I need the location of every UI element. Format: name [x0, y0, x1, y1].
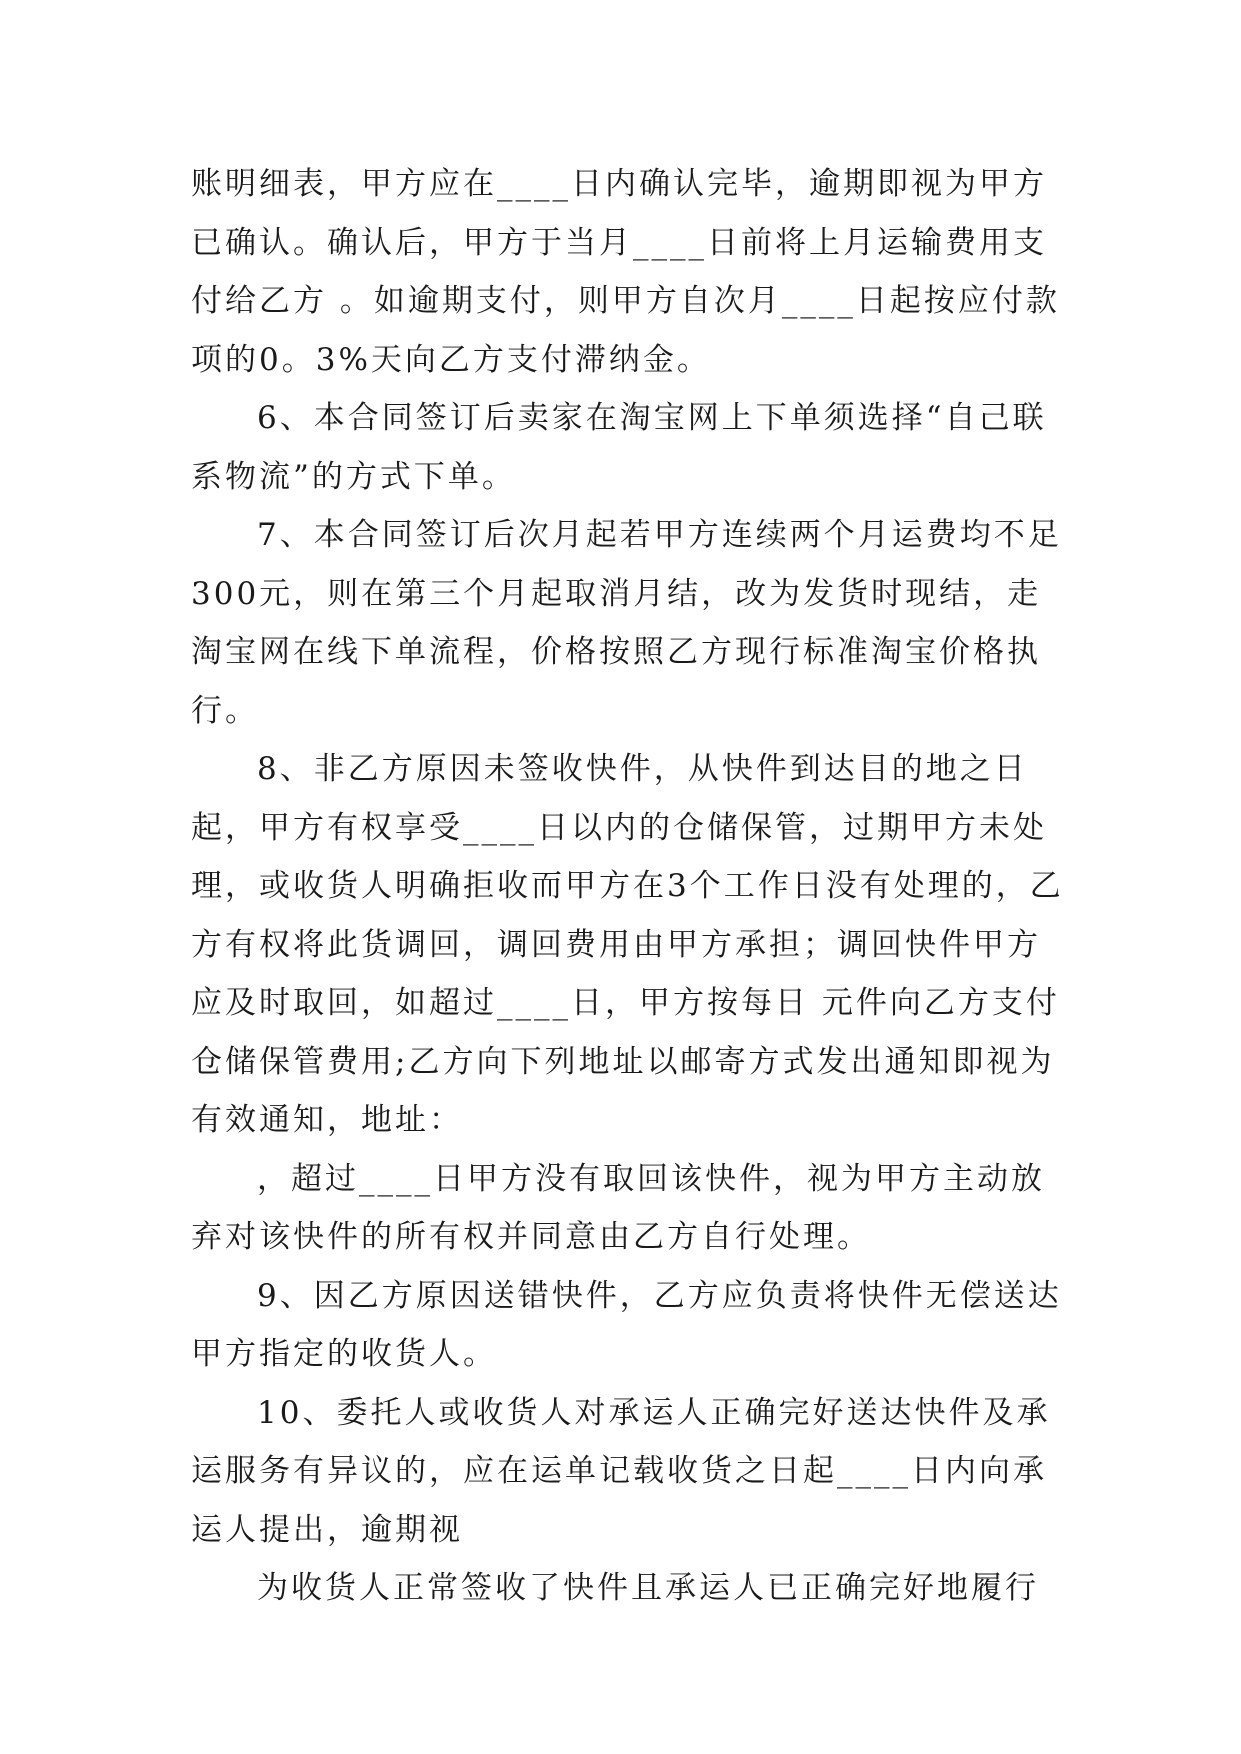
paragraph-clause-10: 10、委托人或收货人对承运人正确完好送达快件及承运服务有异议的，应在运单记载收货之日起____日内向承运人提出，逾期视 — [191, 1394, 1051, 1548]
paragraph-clause-8-continued: ，超过____日甲方没有取回该快件，视为甲方主动放弃对该快件的所有权并同意由乙方自行处理。 — [191, 1160, 1045, 1255]
paragraph-payment-terms: 账明细表，甲方应在____日内确认完毕，逾期即视为甲方已确认。确认后，甲方于当月____日前将上月运输费用支付给乙方 。如逾期支付，则甲方自次月____日起按应付款项的0。3%天向乙方支付滞纳金。 — [191, 166, 1060, 378]
paragraph-clause-8: 8、非乙方原因未签收快件，从快件到达目的地之日起，甲方有权享受____日以内的仓储保管，过期甲方未处理，或收货人明确拒收而甲方在3个工作日没有处理的，乙方有权将此货调回，调回费用由甲方承担；调回快件甲方应及时取回，如超过____日，甲方按每日 元件向乙方支付仓储保管费用;乙方向下列地址以邮寄方式发出通知即视为有效通知，地址： — [191, 751, 1064, 1138]
paragraph-clause-6: 6、本合同签订后卖家在淘宝网上下单须选择“自己联系物流”的方式下单。 — [191, 400, 1047, 495]
paragraph-clause-10-continued: 为收货人正常签收了快件且承运人已正确完好地履行 — [257, 1570, 1039, 1606]
contract-body — [191, 155, 1071, 1618]
paragraph-clause-7: 7、本合同签订后次月起若甲方连续两个月运费均不足300元，则在第三个月起取消月结，改为发货时现结，走淘宝网在线下单流程，价格按照乙方现行标准淘宝价格执行。 — [191, 517, 1062, 729]
paragraph-clause-9: 9、因乙方原因送错快件，乙方应负责将快件无偿送达甲方指定的收货人。 — [191, 1277, 1062, 1372]
